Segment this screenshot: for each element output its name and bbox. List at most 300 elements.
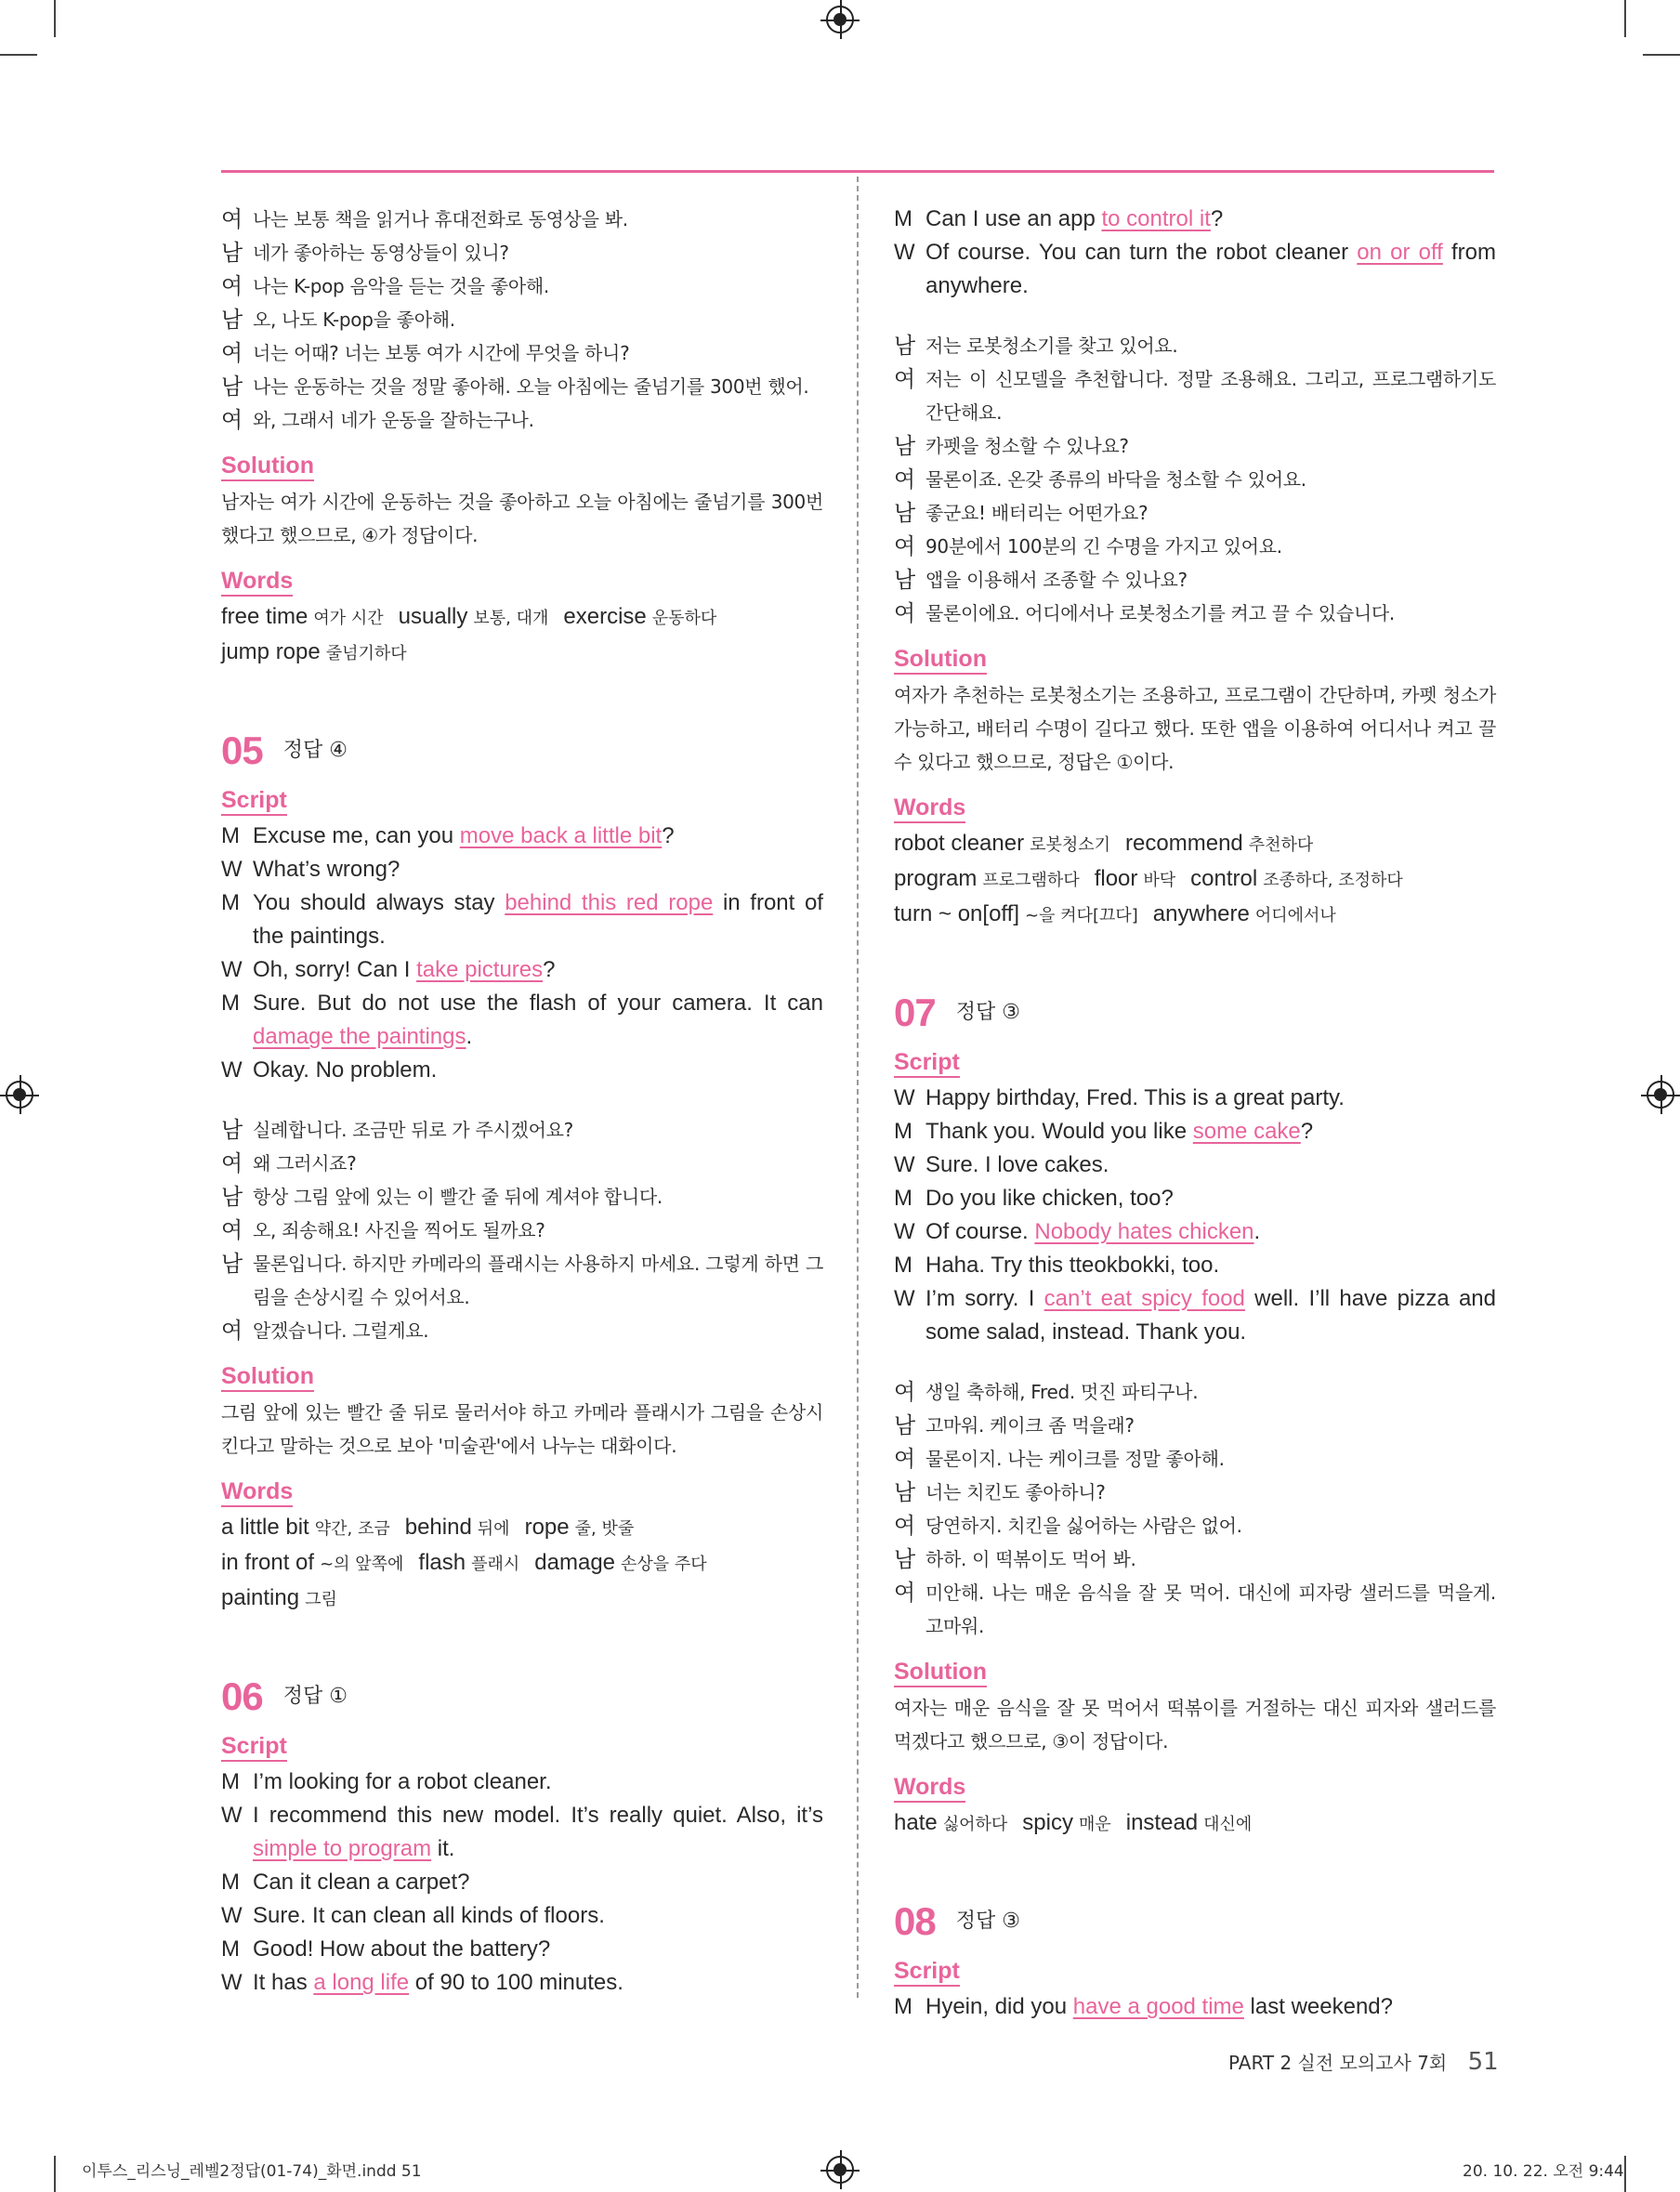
word-kr: 조종하다, 조정하다: [1263, 871, 1403, 890]
script-text: [253, 987, 823, 1054]
script-fragment: Sure. It can clean all kinds of floors.: [253, 1903, 605, 1928]
speaker-label: W: [221, 857, 243, 882]
speaker-label: 남: [894, 333, 915, 359]
words-line: [221, 1546, 823, 1582]
dialog-line: [894, 597, 1496, 630]
speaker-label: W: [221, 1903, 243, 1928]
speaker-label: W: [221, 1057, 243, 1083]
script-line: [894, 1249, 1496, 1282]
script-fragment: Do you like chicken, too?: [925, 1186, 1174, 1211]
word-en: recommend: [1125, 831, 1243, 856]
speaker-label: 남: [894, 1546, 915, 1572]
script-line: [894, 1082, 1496, 1115]
dialog-line: [221, 1214, 823, 1247]
script-fragment: from anywhere.: [925, 240, 1497, 298]
speaker-label: 여: [221, 1150, 243, 1176]
speaker-label: 남: [894, 567, 915, 593]
script-text: [925, 1115, 1496, 1149]
script-dialog: [894, 1082, 1496, 1349]
dialog-line: [894, 530, 1496, 563]
dialog-text: 항상 그림 앞에 있는 이 빨간 줄 뒤에 계셔야 합니다.: [253, 1186, 663, 1208]
word-kr: ~을 켜다[끄다]: [1025, 906, 1138, 925]
word-kr: 그림: [305, 1590, 337, 1609]
words-label: Words: [221, 1477, 293, 1507]
script-fragment: Can it clean a carpet?: [253, 1870, 470, 1895]
speaker-label: 여: [894, 1580, 915, 1606]
dialog-text: 고마워. 케이크 좀 먹을래?: [925, 1414, 1135, 1437]
highlighted-phrase: to control it: [1101, 206, 1211, 231]
speaker-label: 여: [894, 366, 915, 392]
right-column: [894, 203, 1496, 2024]
script-line: [894, 1215, 1496, 1249]
script-fragment: Good! How about the battery?: [253, 1936, 551, 1962]
dialog-line: [221, 1113, 823, 1147]
dialog-text: 나는 보통 책을 읽거나 휴대전화로 동영상을 봐.: [253, 208, 628, 230]
word-kr: 줄넘기하다: [325, 644, 407, 663]
script-text: [925, 236, 1496, 303]
column-divider: [857, 177, 859, 1998]
dialog-line: [221, 1180, 823, 1214]
speaker-label: M: [221, 823, 240, 848]
script-fragment: well. I’ll have pizza and some salad, instead. Thank you.: [925, 1286, 1496, 1345]
footer-part-label: PART 2 실전 모의고사 7회: [1228, 2052, 1448, 2074]
speaker-label: 여: [894, 1513, 915, 1539]
dialog-text: 저는 이 신모델을 추천합니다. 정말 조용해요. 그리고, 프로그램하기도 간단해요.: [925, 368, 1496, 424]
speaker-label: 여: [221, 1318, 243, 1344]
crop-mark: [0, 54, 37, 56]
word-en: rope: [524, 1515, 570, 1540]
highlighted-phrase: damage the paintings: [253, 1024, 466, 1049]
crop-mark: [1624, 2156, 1626, 2192]
words-label: Words: [894, 1773, 965, 1803]
registration-mark-icon: [1647, 1081, 1674, 1109]
script-text: [925, 1990, 1496, 2024]
script-label: Script: [894, 1048, 960, 1078]
script-text: [253, 1899, 823, 1933]
word-kr: 운동하다: [651, 609, 717, 628]
words-line: [221, 636, 823, 671]
script-line: [221, 953, 823, 987]
crop-mark: [1624, 0, 1626, 37]
script-fragment: it.: [431, 1836, 455, 1861]
dialog-text: 물론이죠. 온갖 종류의 바닥을 청소할 수 있어요.: [925, 468, 1306, 491]
dialog-line: [894, 1576, 1496, 1643]
script-label: Script: [221, 786, 287, 816]
dialog-text: 왜 그러시죠?: [253, 1152, 357, 1175]
speaker-label: 남: [894, 1412, 915, 1438]
question-header-05: [221, 723, 823, 771]
dialog-line: [894, 429, 1496, 463]
word-kr: 뒤에: [477, 1519, 510, 1539]
word-en: spicy: [1022, 1810, 1073, 1835]
script-text: [925, 1149, 1496, 1182]
script-line: [221, 987, 823, 1054]
question-header-06: [221, 1669, 823, 1717]
speaker-label: 남: [221, 307, 243, 333]
dialog-line: [894, 1476, 1496, 1509]
script-dialog: [221, 1765, 823, 2000]
word-kr: 약간, 조금: [314, 1519, 390, 1539]
highlighted-phrase: on or off: [1357, 240, 1443, 265]
script-label: Script: [894, 1957, 960, 1987]
word-kr: 줄, 밧줄: [574, 1519, 635, 1539]
word-en: painting: [221, 1585, 300, 1610]
solution-text: 여자가 추천하는 로봇청소기는 조용하고, 프로그램이 간단하며, 카펫 청소가 가능하고, 배터리 수명이 길다고 했다. 또한 앱을 이용하여 어디서나 켜고 끌 수 있다고 했으므로, 정답은 ①이다.: [894, 684, 1496, 773]
solution-text: 남자는 여가 시간에 운동하는 것을 좋아하고 오늘 아침에는 줄넘기를 300번 했다고 했으므로, ④가 정답이다.: [221, 491, 823, 546]
speaker-label: 남: [894, 1479, 915, 1505]
dialog-line: [894, 1509, 1496, 1542]
dialog-kr-q04: [221, 203, 823, 437]
word-kr: 여가 시간: [313, 609, 384, 628]
highlighted-phrase: can’t eat spicy food: [1043, 1286, 1245, 1311]
dialog-text: 저는 로봇청소기를 찾고 있어요.: [925, 335, 1178, 357]
script-line: [221, 1765, 823, 1799]
dialog-text: 실례합니다. 조금만 뒤로 가 주시겠어요?: [253, 1119, 573, 1141]
speaker-label: M: [221, 890, 240, 915]
left-column: [221, 203, 823, 2000]
script-fragment: Excuse me, can you: [253, 823, 460, 848]
highlighted-phrase: a long life: [313, 1970, 410, 1995]
script-text: [253, 853, 823, 886]
speaker-label: M: [894, 1253, 912, 1278]
dialog-line: [894, 329, 1496, 362]
word-kr: 바닥: [1143, 871, 1176, 890]
dialog-line: [894, 1442, 1496, 1476]
script-text: [925, 203, 1496, 236]
dialog-text: 물론이지. 나는 케이크를 정말 좋아해.: [925, 1448, 1225, 1470]
script-text: [253, 1933, 823, 1966]
script-fragment: in front of the paintings.: [253, 890, 823, 949]
word-en: damage: [534, 1550, 616, 1575]
dialog-line: [221, 370, 823, 403]
speaker-label: 남: [221, 1251, 243, 1277]
script-line: [894, 1182, 1496, 1215]
dialog-line: [221, 269, 823, 303]
script-label: Script: [221, 1732, 287, 1762]
solution-label: Solution: [894, 645, 987, 675]
dialog-line: [894, 1375, 1496, 1409]
speaker-label: 남: [894, 500, 915, 526]
dialog-line: [221, 1247, 823, 1314]
script-fragment: I recommend this new model. It’s really quiet. Also, it’s: [253, 1803, 823, 1828]
script-fragment: last weekend?: [1243, 1994, 1393, 2019]
top-rule: [221, 170, 1494, 173]
script-line: [894, 1990, 1496, 2024]
words-line: [894, 898, 1496, 933]
solution-label: Solution: [221, 1362, 314, 1392]
word-kr: 플래시: [471, 1555, 520, 1574]
script-fragment: Oh, sorry! Can I: [253, 957, 417, 982]
dialog-text: 앱을 이용해서 조종할 수 있나요?: [925, 569, 1188, 591]
word-kr: 어디에서나: [1254, 906, 1336, 925]
script-fragment: of 90 to 100 minutes.: [409, 1970, 623, 1995]
script-fragment: Haha. Try this tteokbokki, too.: [925, 1253, 1220, 1278]
script-fragment: ?: [1210, 206, 1224, 231]
dialog-line: [221, 336, 823, 370]
script-fragment: Sure. I love cakes.: [925, 1152, 1109, 1177]
script-fragment: Of course.: [925, 1219, 1035, 1244]
page-footer: [1228, 2048, 1499, 2076]
word-kr: 추천하다: [1248, 835, 1314, 855]
word-en: behind: [404, 1515, 472, 1540]
words-list: [221, 1511, 823, 1617]
speaker-label: 여: [894, 600, 915, 626]
question-number: 07: [894, 991, 936, 1034]
word-en: flash: [418, 1550, 466, 1575]
dialog-line: [894, 496, 1496, 530]
highlighted-phrase: some cake: [1192, 1119, 1301, 1144]
answer-key: 정답 ③: [955, 1910, 1020, 1933]
words-line: [221, 1582, 823, 1617]
dialog-text: 물론이에요. 어디에서나 로봇청소기를 켜고 끌 수 있습니다.: [925, 602, 1395, 624]
script-text: [253, 1765, 823, 1799]
speaker-label: W: [894, 1152, 915, 1177]
script-line: [221, 853, 823, 886]
words-line: [221, 600, 823, 636]
script-text: [925, 1215, 1496, 1249]
dialog-kr: [894, 1375, 1496, 1643]
speaker-label: W: [221, 1970, 243, 1995]
words-line: [894, 827, 1496, 862]
dialog-text: 물론입니다. 하지만 카메라의 플래시는 사용하지 마세요. 그렇게 하면 그림을 손상시킬 수 있어서요.: [253, 1253, 823, 1308]
question-number: 05: [221, 728, 263, 772]
highlighted-phrase: simple to program: [253, 1836, 432, 1861]
slug-file: 이투스_리스닝_레벨2정답(01-74)_화면.indd 51: [82, 2162, 422, 2181]
script-fragment: .: [1253, 1219, 1261, 1244]
script-text: [253, 953, 823, 987]
words-label: Words: [894, 794, 965, 823]
question-number: 08: [894, 1899, 936, 1943]
word-kr: 보통, 대개: [473, 609, 549, 628]
script-fragment: .: [466, 1024, 473, 1049]
words-list: [894, 1806, 1496, 1842]
highlighted-phrase: behind this red rope: [505, 890, 714, 915]
speaker-label: 여: [221, 340, 243, 366]
script-line: [221, 1933, 823, 1966]
word-en: robot cleaner: [894, 831, 1025, 856]
word-en: anywhere: [1152, 901, 1250, 926]
words-label: Words: [221, 567, 293, 597]
word-en: a little bit: [221, 1515, 309, 1540]
script-fragment: It has: [253, 1970, 314, 1995]
page-number: 51: [1467, 2048, 1499, 2076]
speaker-label: 여: [894, 466, 915, 492]
word-kr: 매운: [1078, 1815, 1111, 1834]
dialog-text: 하하. 이 떡볶이도 먹어 봐.: [925, 1548, 1136, 1570]
script-dialog: [894, 1990, 1496, 2024]
speaker-label: 여: [894, 1379, 915, 1405]
word-kr: 프로그램하다: [982, 871, 1080, 890]
word-kr: 싫어하다: [942, 1815, 1008, 1834]
word-en: instead: [1125, 1810, 1199, 1835]
dialog-line: [221, 236, 823, 269]
speaker-label: W: [221, 957, 243, 982]
registration-mark-icon: [6, 1081, 33, 1109]
script-line: [894, 1115, 1496, 1149]
speaker-label: 여: [221, 1217, 243, 1243]
dialog-line: [894, 563, 1496, 597]
script-line: [894, 1149, 1496, 1182]
word-kr: ~의 앞쪽에: [320, 1555, 404, 1574]
speaker-label: M: [221, 1936, 240, 1962]
highlighted-phrase: move back a little bit: [459, 823, 663, 848]
speaker-label: M: [221, 1870, 240, 1895]
dialog-line: [894, 463, 1496, 496]
dialog-text: 카펫을 청소할 수 있나요?: [925, 435, 1129, 457]
speaker-label: 남: [221, 374, 243, 400]
script-fragment: Happy birthday, Fred. This is a great party.: [925, 1085, 1345, 1110]
highlighted-phrase: Nobody hates chicken: [1034, 1219, 1254, 1244]
word-en: jump rope: [221, 639, 321, 664]
speaker-label: W: [894, 240, 915, 265]
script-fragment: Hyein, did you: [925, 1994, 1073, 2019]
dialog-text: 네가 좋아하는 동영상들이 있니?: [253, 242, 509, 264]
script-line: [894, 203, 1496, 236]
speaker-label: M: [221, 1769, 240, 1794]
slug-date: 20. 10. 22. 오전 9:44: [1463, 2162, 1624, 2181]
script-dialog-cont: [894, 203, 1496, 303]
word-en: usually: [398, 604, 468, 629]
speaker-label: 여: [221, 273, 243, 299]
highlighted-phrase: have a good time: [1072, 1994, 1244, 2019]
script-line: [894, 1282, 1496, 1349]
dialog-line: [894, 1542, 1496, 1576]
script-fragment: You should always stay: [253, 890, 505, 915]
question-header-08: [894, 1894, 1496, 1942]
dialog-kr: [894, 329, 1496, 630]
speaker-label: M: [894, 1186, 912, 1211]
script-fragment: ?: [1300, 1119, 1314, 1144]
speaker-label: M: [894, 1994, 912, 2019]
speaker-label: M: [894, 1119, 912, 1144]
solution-label: Solution: [221, 452, 314, 481]
script-fragment: ?: [662, 823, 675, 848]
dialog-line: [894, 1409, 1496, 1442]
speaker-label: W: [894, 1219, 915, 1244]
solution-text: 여자는 매운 음식을 잘 못 먹어서 떡볶이를 거절하는 대신 피자와 샐러드를 먹겠다고 했으므로, ③이 정답이다.: [894, 1697, 1496, 1752]
word-kr: 대신에: [1203, 1815, 1253, 1834]
dialog-text: 생일 축하해, Fred. 멋진 파티구나.: [925, 1381, 1199, 1403]
script-fragment: ?: [543, 957, 556, 982]
speaker-label: 여: [894, 1446, 915, 1472]
question-number: 06: [221, 1674, 263, 1718]
script-line: [221, 1054, 823, 1087]
dialog-kr: [221, 1113, 823, 1347]
dialog-text: 너는 치킨도 좋아하니?: [925, 1481, 1106, 1503]
script-fragment: I’m looking for a robot cleaner.: [253, 1769, 552, 1794]
highlighted-phrase: take pictures: [416, 957, 544, 982]
speaker-label: W: [894, 1085, 915, 1110]
script-text: [925, 1082, 1496, 1115]
script-text: [925, 1182, 1496, 1215]
script-fragment: Sure. But do not use the flash of your camera. It can: [253, 991, 823, 1016]
solution-label: Solution: [894, 1658, 987, 1687]
dialog-text: 너는 어때? 너는 보통 여가 시간에 무엇을 하니?: [253, 342, 630, 364]
script-fragment: I’m sorry. I: [925, 1286, 1044, 1311]
answer-key: 정답 ③: [955, 1001, 1020, 1024]
script-line: [894, 236, 1496, 303]
registration-mark-icon: [826, 2156, 854, 2184]
crop-mark: [54, 0, 56, 37]
words-line: [894, 1806, 1496, 1842]
word-en: floor: [1094, 866, 1138, 891]
question-header-07: [894, 985, 1496, 1033]
registration-mark-icon: [826, 6, 854, 33]
script-fragment: Of course. You can turn the robot cleaner: [925, 240, 1358, 265]
script-line: [221, 1966, 823, 2000]
word-en: in front of: [221, 1550, 315, 1575]
dialog-text: 와, 그래서 네가 운동을 잘하는구나.: [253, 409, 534, 431]
script-fragment: Thank you. Would you like: [925, 1119, 1193, 1144]
words-list: [221, 600, 823, 671]
dialog-line: [221, 303, 823, 336]
speaker-label: M: [894, 206, 912, 231]
speaker-label: 여: [894, 533, 915, 559]
script-line: [221, 1799, 823, 1866]
speaker-label: 여: [221, 206, 243, 232]
dialog-text: 나는 운동하는 것을 정말 좋아해. 오늘 아침에는 줄넘기를 300번 했어.: [253, 375, 809, 398]
speaker-label: W: [221, 1803, 243, 1828]
script-text: [253, 1054, 823, 1087]
speaker-label: 남: [221, 1184, 243, 1210]
crop-mark: [54, 2156, 56, 2192]
solution-text: 그림 앞에 있는 빨간 줄 뒤로 물러서야 하고 카메라 플래시가 그림을 손상시킨다고 말하는 것으로 보아 '미술관'에서 나누는 대화이다.: [221, 1401, 823, 1457]
dialog-line: [221, 1147, 823, 1180]
script-text: [253, 820, 823, 853]
word-en: exercise: [563, 604, 647, 629]
word-en: free time: [221, 604, 308, 629]
script-dialog: [221, 820, 823, 1087]
dialog-line: [894, 362, 1496, 429]
speaker-label: M: [221, 991, 240, 1016]
script-text: [925, 1282, 1496, 1349]
dialog-line: [221, 403, 823, 437]
script-fragment: Can I use an app: [925, 206, 1102, 231]
dialog-text: 미안해. 나는 매운 음식을 잘 못 먹어. 대신에 피자랑 샐러드를 먹을게. 고마워.: [925, 1582, 1496, 1637]
dialog-line: [221, 203, 823, 236]
words-line: [894, 862, 1496, 898]
dialog-text: 알겠습니다. 그럴게요.: [253, 1319, 429, 1342]
dialog-text: 당연하지. 치킨을 싫어하는 사람은 없어.: [925, 1515, 1242, 1537]
script-line: [221, 1866, 823, 1899]
answer-key: 정답 ④: [282, 739, 348, 762]
dialog-text: 오, 나도 K-pop을 좋아해.: [253, 308, 455, 331]
script-text: [253, 1966, 823, 2000]
words-list: [894, 827, 1496, 933]
word-en: hate: [894, 1810, 938, 1835]
dialog-text: 90분에서 100분의 긴 수명을 가지고 있어요.: [925, 535, 1282, 558]
script-text: [253, 1799, 823, 1866]
answer-key: 정답 ①: [282, 1685, 348, 1708]
dialog-line: [221, 1314, 823, 1347]
speaker-label: 남: [221, 1117, 243, 1143]
speaker-label: 남: [894, 433, 915, 459]
script-line: [221, 886, 823, 953]
script-line: [221, 1899, 823, 1933]
script-text: [253, 886, 823, 953]
crop-mark: [1643, 54, 1680, 56]
word-en: control: [1190, 866, 1258, 891]
words-line: [221, 1511, 823, 1546]
word-en: program: [894, 866, 978, 891]
speaker-label: 남: [221, 240, 243, 266]
dialog-text: 좋군요! 배터리는 어떤가요?: [925, 502, 1148, 524]
word-kr: 손상을 주다: [621, 1555, 707, 1574]
dialog-text: 나는 K-pop 음악을 듣는 것을 좋아해.: [253, 275, 549, 297]
speaker-label: 여: [221, 407, 243, 433]
speaker-label: W: [894, 1286, 915, 1311]
word-kr: 로봇청소기: [1030, 835, 1111, 855]
